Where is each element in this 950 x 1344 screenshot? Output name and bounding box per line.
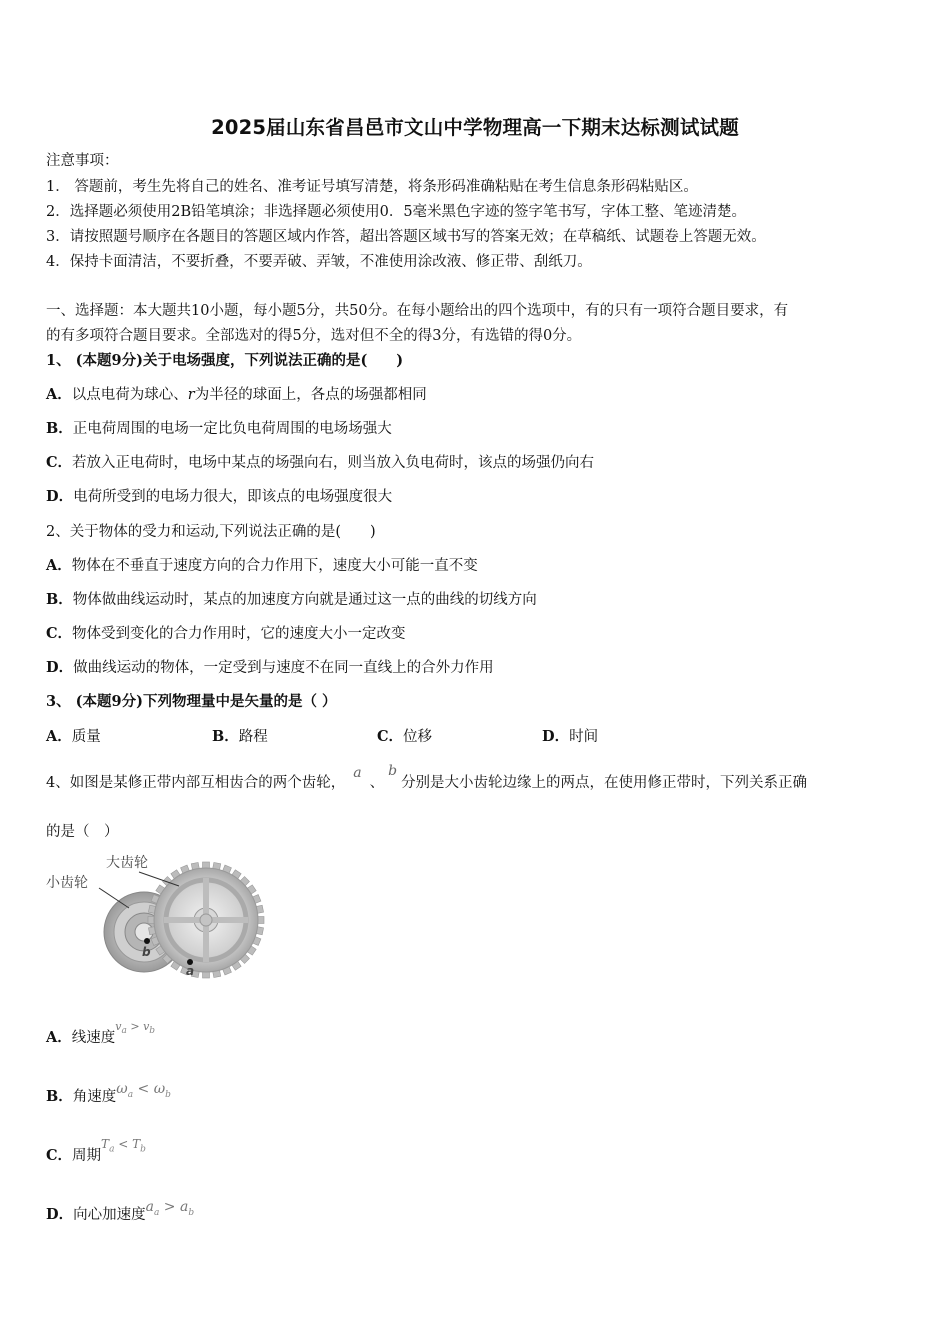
option-text: 角速度 xyxy=(72,1089,117,1105)
option-text: 为半径的球面上，各点的场强都相同 xyxy=(194,387,427,403)
question-1-option-d xyxy=(46,487,392,507)
question-3-option-d xyxy=(542,727,598,747)
notice-item: 4．保持卡面清洁，不要折叠，不要弄破、弄皱，不准使用涂改液、修正带、刮纸刀。 xyxy=(46,254,592,270)
math-variable: a xyxy=(353,765,362,781)
option-label: D． xyxy=(542,728,570,745)
option-text: 路程 xyxy=(238,729,268,745)
option-text: 以点电荷为球心、 xyxy=(71,387,188,403)
option-text: 物体在不垂直于速度方向的合力作用下，速度大小可能一直不变 xyxy=(71,558,478,574)
point-a-label: a xyxy=(186,964,195,978)
option-text: 向心加速度 xyxy=(73,1207,146,1223)
stem-text: 4、如图是某修正带内部互相齿合的两个齿轮， xyxy=(46,775,346,791)
math-variable: b xyxy=(388,763,398,779)
page-title: 2025届山东省昌邑市文山中学物理高一下期末达标测试试题 xyxy=(211,116,739,139)
option-label: D． xyxy=(46,1206,74,1223)
option-text: 做曲线运动的物体，一定受到与速度不在同一直线上的合外力作用 xyxy=(73,660,494,676)
section-instructions-line2: 的有多项符合题目要求。全部选对的得5分，选对但不全的得3分，有选错的得0分。 xyxy=(46,328,582,344)
section-instructions-line1: 一、选择题：本大题共10小题，每小题5分，共50分。在每小题给出的四个选项中，有的只有一项符合题目要求，有 xyxy=(46,303,789,319)
option-label: B． xyxy=(46,1088,73,1105)
option-label: A． xyxy=(46,386,72,403)
notice-heading: 注意事项： xyxy=(46,153,119,169)
option-label: A． xyxy=(46,728,72,745)
option-text: 位移 xyxy=(403,729,433,745)
question-3-option-c xyxy=(377,727,432,747)
math-expression: va > vb xyxy=(115,1020,156,1037)
stem-text: 、 xyxy=(369,775,385,791)
question-4-option-d xyxy=(46,1199,195,1231)
notice-item: 2．选择题必须使用2B铅笔填涂；非选择题必须使用0．5毫米黑色字迹的签字笔书写，字体工整、笔迹清楚。 xyxy=(46,204,747,220)
question-1-option-c xyxy=(46,453,594,473)
option-text: 时间 xyxy=(569,729,599,745)
option-text: 质量 xyxy=(71,729,101,745)
option-label: C． xyxy=(46,1147,73,1164)
math-expression: Ta < Tb xyxy=(101,1137,146,1155)
question-4-option-c xyxy=(46,1137,146,1171)
question-2-option-c xyxy=(46,624,406,644)
question-2-option-d xyxy=(46,658,494,678)
option-label: A． xyxy=(46,1029,72,1046)
question-4-option-a xyxy=(46,1020,156,1053)
question-3-option-b xyxy=(212,727,268,747)
question-4-stem xyxy=(46,763,808,793)
option-label: C． xyxy=(377,728,404,745)
option-text: 正电荷周围的电场一定比负电荷周围的电场场强大 xyxy=(72,421,392,437)
big-gear-label: 大齿轮 xyxy=(106,855,148,871)
question-2-stem: 2、关于物体的受力和运动,下列说法正确的是( ) xyxy=(46,524,376,540)
question-3-stem: 3、 (本题9分)下列物理量中是矢量的是（ ） xyxy=(46,693,337,710)
question-1-option-b xyxy=(46,419,392,439)
option-label: C． xyxy=(46,625,73,642)
question-2-option-a xyxy=(46,556,478,576)
option-text: 周期 xyxy=(72,1148,102,1164)
option-label: B． xyxy=(212,728,239,745)
question-4-option-b xyxy=(46,1081,171,1113)
option-text: 若放入正电荷时，电场中某点的场强向右，则当放入负电荷时，该点的场强仍向右 xyxy=(72,455,595,471)
math-expression: $\omega_a < \omega_b$ xyxy=(116,1081,171,1100)
option-label: B． xyxy=(46,591,73,608)
gears-illustration xyxy=(44,850,274,982)
option-text: 线速度 xyxy=(71,1030,116,1046)
option-label: D． xyxy=(46,488,74,505)
big-gear xyxy=(148,862,264,978)
option-text: 物体受到变化的合力作用时，它的速度大小一定改变 xyxy=(72,626,406,642)
option-text: 物体做曲线运动时，某点的加速度方向就是通过这一点的曲线的切线方向 xyxy=(72,592,537,608)
option-text: 电荷所受到的电场力很大，即该点的电场强度很大 xyxy=(73,489,393,505)
option-label: B． xyxy=(46,420,73,437)
notice-item: 3．请按照题号顺序在各题目的答题区域内作答，超出答题区域书写的答案无效；在草稿纸、试题卷上答题无效。 xyxy=(46,229,766,245)
stem-text: 分别是大小齿轮边缘上的两点，在使用修正带时，下列关系正确 xyxy=(401,775,808,791)
question-4-stem-line2: 的是（ ） xyxy=(46,824,119,840)
math-expression: $a_a > a_b$ xyxy=(145,1199,195,1218)
point-b-marker xyxy=(144,938,150,944)
question-1-option-a xyxy=(46,385,427,405)
question-1-stem: 1、 (本题9分)关于电场强度，下列说法正确的是( ) xyxy=(46,352,404,369)
point-b-label: b xyxy=(142,945,151,959)
small-gear-label: 小齿轮 xyxy=(46,875,88,891)
notice-item: 1． 答题前，考生先将自己的姓名、准考证号填写清楚，将条形码准确粘贴在考生信息条形码粘贴区。 xyxy=(46,179,698,195)
question-2-option-b xyxy=(46,590,537,610)
option-label: D． xyxy=(46,659,74,676)
math-variable: r xyxy=(187,387,195,403)
option-label: A． xyxy=(46,557,72,574)
option-label: C． xyxy=(46,454,73,471)
gear-figure xyxy=(44,850,274,982)
question-3-option-a xyxy=(46,727,101,747)
